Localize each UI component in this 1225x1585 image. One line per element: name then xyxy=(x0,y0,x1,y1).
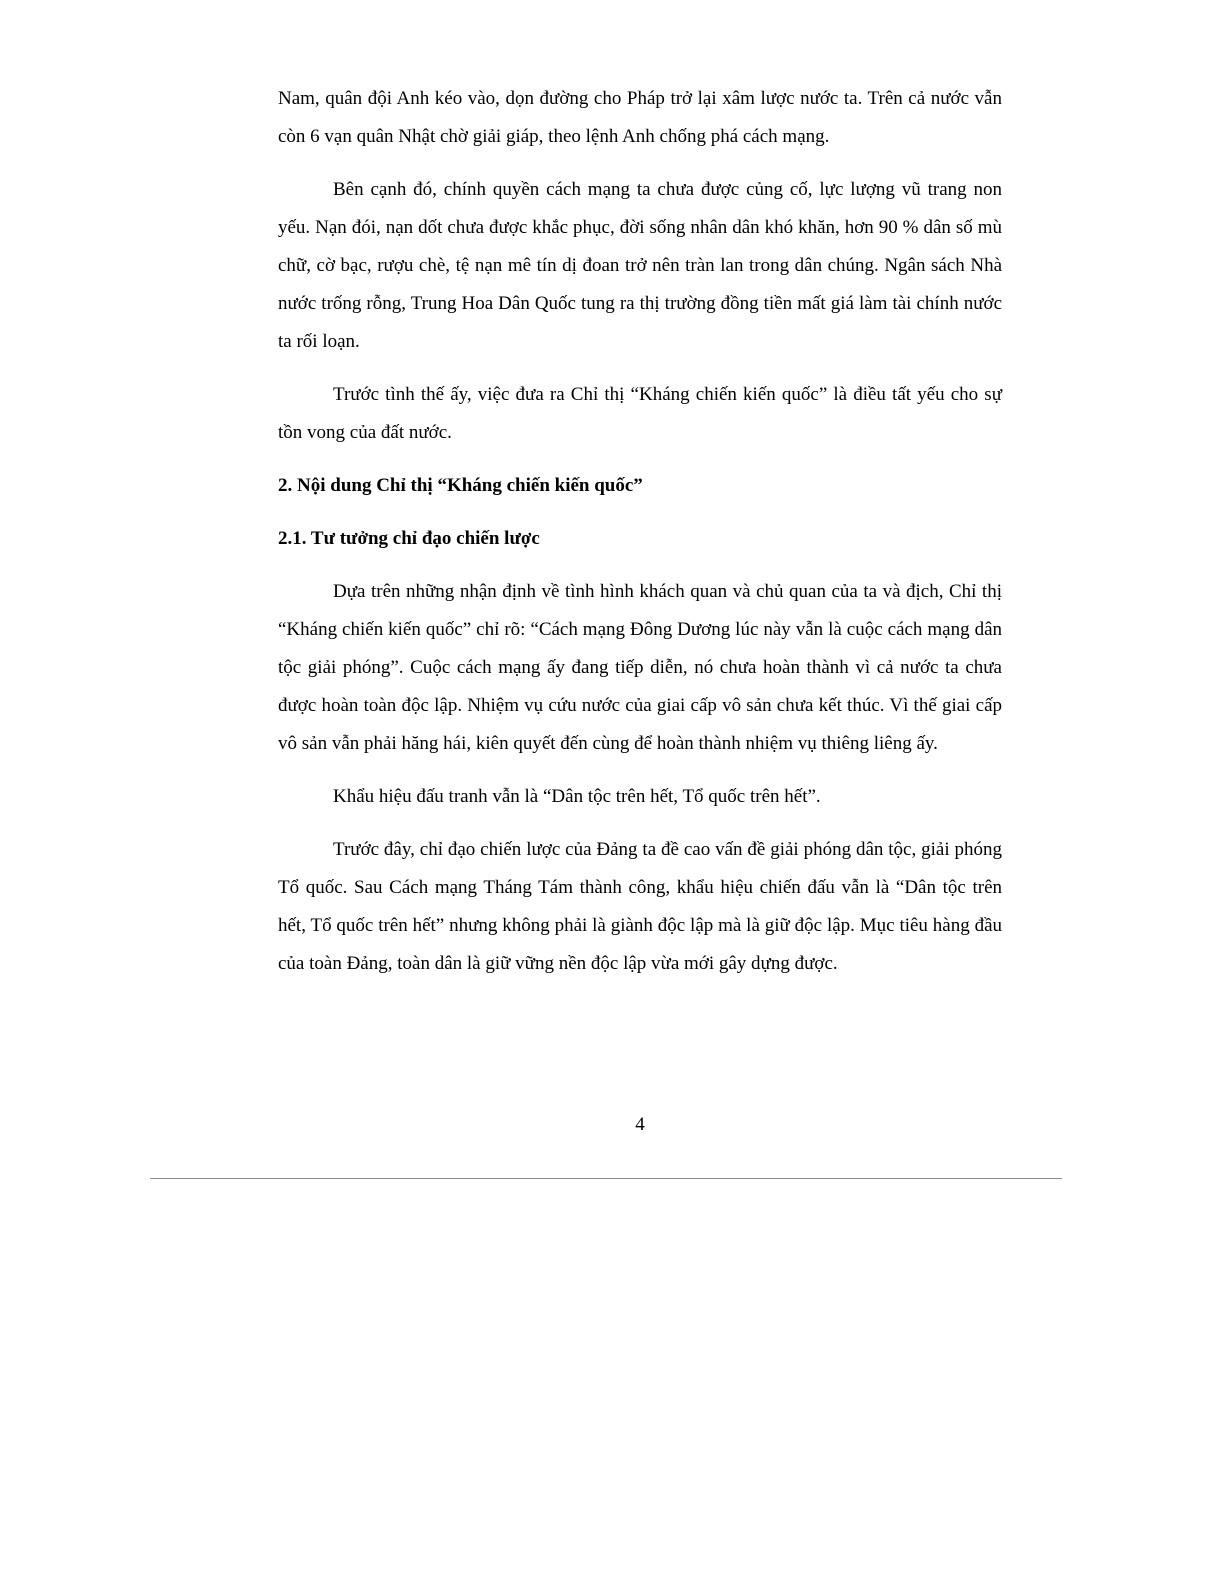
page-number: 4 xyxy=(635,1114,645,1135)
paragraph-dua-tren: Dựa trên những nhận định về tình hình khách quan và chủ quan của ta và địch, Chỉ thị “Kháng chiến kiến quốc” chỉ rõ: “Cách mạng Đông Dương lúc này vẫn là cuộc cách mạng dân tộc giải phóng”. Cuộc cách mạng ấy đang tiếp diễn, nó chưa hoàn thành vì cả nước ta chưa được hoàn toàn độc lập. Nhiệm vụ cứu nước của giai cấp vô sản chưa kết thúc. Vì thế giai cấp vô sản vẫn phải hăng hái, kiên quyết đến cùng để hoàn thành nhiệm vụ thiêng liêng ấy. xyxy=(278,581,1002,754)
paragraph-truoc-tinh-the: Trước tình thế ấy, việc đưa ra Chỉ thị “Kháng chiến kiến quốc” là điều tất yếu cho sự tồn vong của đất nước. xyxy=(278,384,1002,443)
document-body xyxy=(278,80,1002,998)
paragraph-ben-canh-do: Bên cạnh đó, chính quyền cách mạng ta chưa được củng cố, lực lượng vũ trang non yếu. Nạn đói, nạn dốt chưa được khắc phục, đời sống nhân dân khó khăn, hơn 90 % dân số mù chữ, cờ bạc, rượu chè, tệ nạn mê tín dị đoan trở nên tràn lan trong dân chúng. Ngân sách Nhà nước trống rỗng, Trung Hoa Dân Quốc tung ra thị trường đồng tiền mất giá làm tài chính nước ta rối loạn. xyxy=(278,179,1002,352)
section-heading-2-1: 2.1. Tư tưởng chỉ đạo chiến lược xyxy=(278,528,540,549)
paragraph-khau-hieu: Khẩu hiệu đấu tranh vẫn là “Dân tộc trên hết, Tổ quốc trên hết”. xyxy=(333,786,821,807)
paragraph-truoc-day: Trước đây, chỉ đạo chiến lược của Đảng ta đề cao vấn đề giải phóng dân tộc, giải phóng Tổ quốc. Sau Cách mạng Tháng Tám thành công, khẩu hiệu chiến đấu vẫn là “Dân tộc trên hết, Tổ quốc trên hết” nhưng không phải là giành độc lập mà là giữ độc lập. Mục tiêu hàng đầu của toàn Đảng, toàn dân là giữ vững nền độc lập vừa mới gây dựng được. xyxy=(278,839,1002,974)
section-heading-2: 2. Nội dung Chỉ thị “Kháng chiến kiến quốc” xyxy=(278,475,643,496)
paragraph-continuation: Nam, quân đội Anh kéo vào, dọn đường cho Pháp trở lại xâm lược nước ta. Trên cả nước vẫn còn 6 vạn quân Nhật chờ giải giáp, theo lệnh Anh chống phá cách mạng. xyxy=(278,88,1002,147)
footer-divider xyxy=(150,1178,1062,1179)
